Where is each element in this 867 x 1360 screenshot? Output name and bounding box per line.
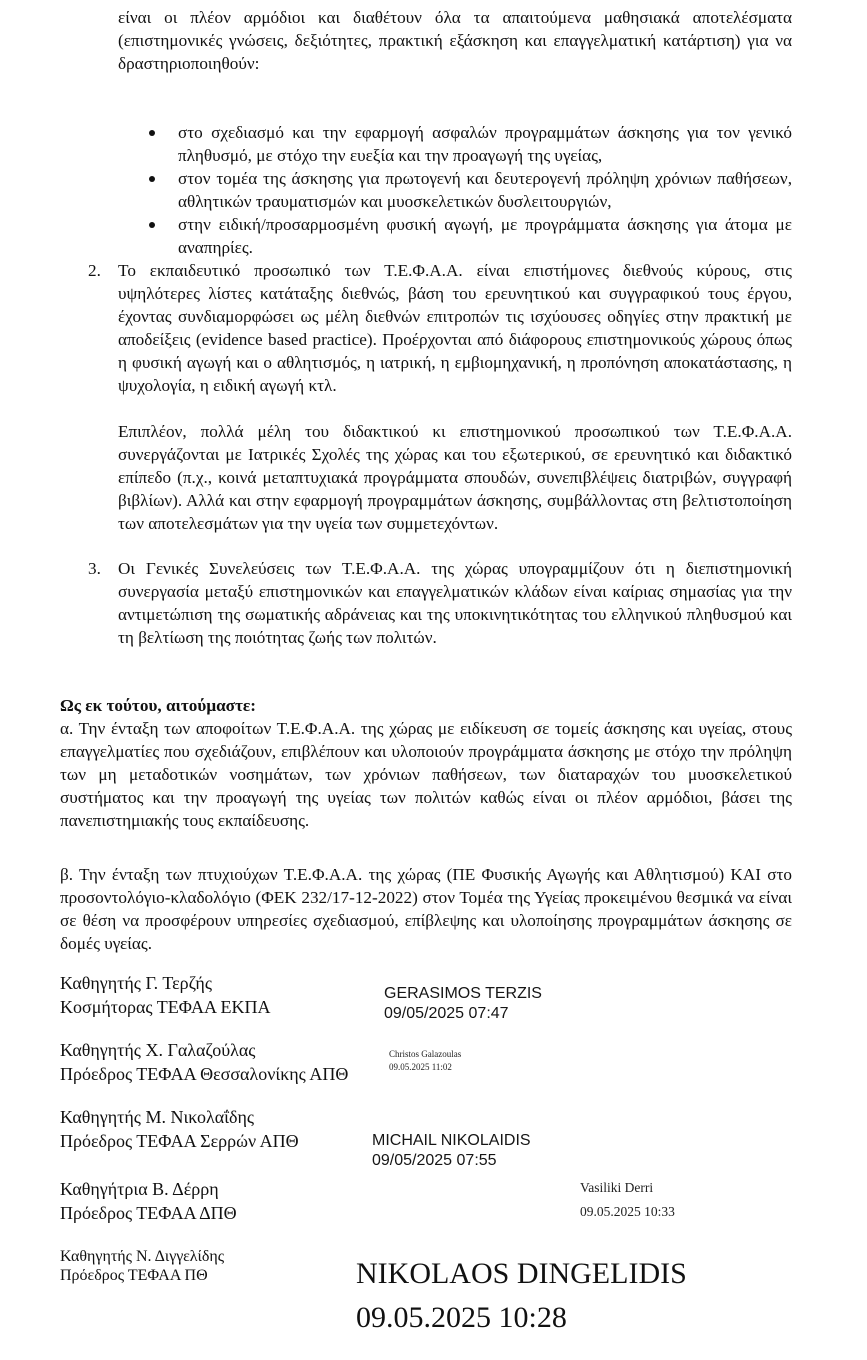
item-2-paragraph-2: Επιπλέον, πολλά μέλη του διδακτικού κι επιστημονικού προσωπικού των Τ.Ε.Φ.Α.Α. συνεργάζονται με Ιατρικές Σχολές της χώρας και του εξωτερικού, σε ερευνητικό και διδακτικό επίπεδο (π.χ., κοινά μεταπτυχιακά προγράμματα σπουδών, συνεπιβλέψεις διατριβών, συγγραφή βιβλίων). Αλλά και στην εφαρμογή προγραμμάτων άσκησης, συμβάλλοντας στη βελτιστοποίηση των αποτελεσμάτων για την υγεία των συμμετεχόντων. — [118, 422, 792, 533]
signature-date: 09/05/2025 07:47 — [384, 1005, 509, 1022]
item-2-paragraph-1: Το εκπαιδευτικό προσωπικό των Τ.Ε.Φ.Α.Α. είναι επιστήμονες διεθνούς κύρους, στις υψηλότερες λίστες κατάταξης διεθνώς, βάση του ερευνητικού και συγγραφικού τους έργου, έχοντας συνδιαμορφώσει ως μέλη διεθνών επιτροπών τις ισχύουσες οδηγίες στην πρακτική με αποδείξεις (evidence based practice). Προέρχονται από διάφορους επιστημονικούς χώρους όπως η φυσική αγωγή και ο αθλητισμός, η ιατρική, η εμβιομηχανική, η προπόνηση αποκατάστασης, η ψυχολογία, η ειδική αγωγή κτλ. — [118, 261, 792, 395]
signatory-name: Καθηγητής Μ. Νικολαΐδης — [60, 1107, 254, 1127]
signatory-role: Πρόεδρος ΤΕΦΑΑ ΠΘ — [60, 1267, 208, 1284]
signature-name: MICHAIL NIKOLAIDIS — [372, 1132, 531, 1149]
requests-heading: Ως εκ τούτου, αιτούμαστε: — [60, 696, 256, 715]
signature-date: 09.05.2025 11:02 — [389, 1062, 452, 1072]
bullet-icon — [148, 121, 158, 144]
signature-name: Vasiliki Derri — [580, 1180, 654, 1195]
continuation-paragraph: είναι οι πλέον αρμόδιοι και διαθέτουν όλα τα απαιτούμενα μαθησιακά αποτελέσματα (επιστημονικές γνώσεις, δεξιότητες, πρακτική εξάσκηση και επαγγελματική κατάρτιση) για να δραστηριοποιηθούν: — [118, 8, 792, 73]
signatory-block — [60, 1038, 348, 1086]
bullet-item: στην ειδική/προσαρμοσμένη φυσική αγωγή, με προγράμματα άσκησης για άτομα με αναπηρίες. — [118, 213, 792, 259]
bullet-item: στο σχεδιασμό και την εφαρμογή ασφαλών προγραμμάτων άσκησης για τον γενικό πληθυσμό, με στόχο την ευεξία και την προαγωγή της υγείας, — [118, 121, 792, 167]
signatory-role: Κοσμήτορας ΤΕΦΑΑ ΕΚΠΑ — [60, 997, 271, 1017]
signatory-block — [60, 1247, 224, 1285]
signatory-name: Καθηγητής Ν. Διγγελίδης — [60, 1248, 225, 1265]
digital-signature-stamp — [389, 1048, 461, 1074]
signatory-name: Καθηγητής Χ. Γαλαζούλας — [60, 1040, 256, 1060]
signature-name: GERASIMOS TERZIS — [384, 985, 542, 1002]
signatory-block — [60, 1177, 237, 1225]
digital-signature-stamp — [372, 1131, 531, 1171]
bullet-icon — [148, 213, 158, 236]
competence-bullet-list — [118, 121, 792, 259]
item-number: 3. — [88, 559, 101, 578]
signatory-role: Πρόεδρος ΤΕΦΑΑ Θεσσαλονίκης ΑΠΘ — [60, 1064, 349, 1084]
request-a: α. Την ένταξη των αποφοίτων Τ.Ε.Φ.Α.Α. της χώρας με ειδίκευση σε τομείς άσκησης και υγείας, στους επαγγελματίες που σχεδιάζουν, επιβλέπουν και υλοποιούν προγράμματα άσκησης με στόχο την πρόληψη των μη μεταδοτικών νοσημάτων, των χρόνιων παθήσεων, των διαταραχών του μυοσκελετικού συστήματος και την προαγωγή της υγείας των πολιτών καθώς είναι οι πλέον αρμόδιοι, βάσει της πανεπιστημιακής τους εκπαίδευσης. — [60, 719, 792, 830]
item-number: 2. — [88, 261, 101, 280]
digital-signature-stamp — [356, 1252, 687, 1340]
signatory-name: Καθηγητής Γ. Τερζής — [60, 973, 212, 993]
signature-date: 09/05/2025 07:55 — [372, 1152, 497, 1169]
signature-name: Christos Galazoulas — [389, 1049, 462, 1059]
request-b: β. Την ένταξη των πτυχιούχων Τ.Ε.Φ.Α.Α. της χώρας (ΠΕ Φυσικής Αγωγής και Αθλητισμού) ΚΑΙ στο προσοντολόγιο-κλαδολόγιο (ΦΕΚ 232/17-12-2022) στον Τομέα της Υγείας προκειμένου θεσμικά να είναι σε θέση να προσφέρουν υπηρεσίες σχεδιασμού, επίβλεψης και υλοποίησης προγραμμάτων άσκησης σε δομές υγείας. — [60, 865, 792, 953]
bullet-icon — [148, 167, 158, 190]
signature-name: NIKOLAOS DINGELIDIS — [356, 1257, 687, 1290]
signatory-block — [60, 971, 271, 1019]
digital-signature-stamp — [384, 984, 542, 1024]
signatory-block — [60, 1105, 299, 1153]
signatory-role: Πρόεδρος ΤΕΦΑΑ Σερρών ΑΠΘ — [60, 1131, 299, 1151]
item-3-paragraph: Οι Γενικές Συνελεύσεις των Τ.Ε.Φ.Α.Α. της χώρας υπογραμμίζουν ότι η διεπιστημονική συνεργασία μεταξύ επιστημονικών και επαγγελματικών κλάδων είναι καίριας σημασίας για την αντιμετώπιση της σωματικής αδράνειας και της υποκινητικότητας του ελληνικού πληθυσμού και τη βελτίωση της ποιότητας ζωής των πολιτών. — [118, 559, 792, 647]
signatory-role: Πρόεδρος ΤΕΦΑΑ ΔΠΘ — [60, 1203, 237, 1223]
digital-signature-stamp — [580, 1178, 675, 1222]
signatory-name: Καθηγήτρια Β. Δέρρη — [60, 1179, 219, 1199]
signature-date: 09.05.2025 10:33 — [580, 1204, 675, 1219]
signature-date: 09.05.2025 10:28 — [356, 1301, 567, 1334]
bullet-item: στον τομέα της άσκησης για πρωτογενή και δευτερογενή πρόληψη χρόνιων παθήσεων, αθλητικών τραυματισμών και μυοσκελετικών δυσλειτουργιών, — [118, 167, 792, 213]
